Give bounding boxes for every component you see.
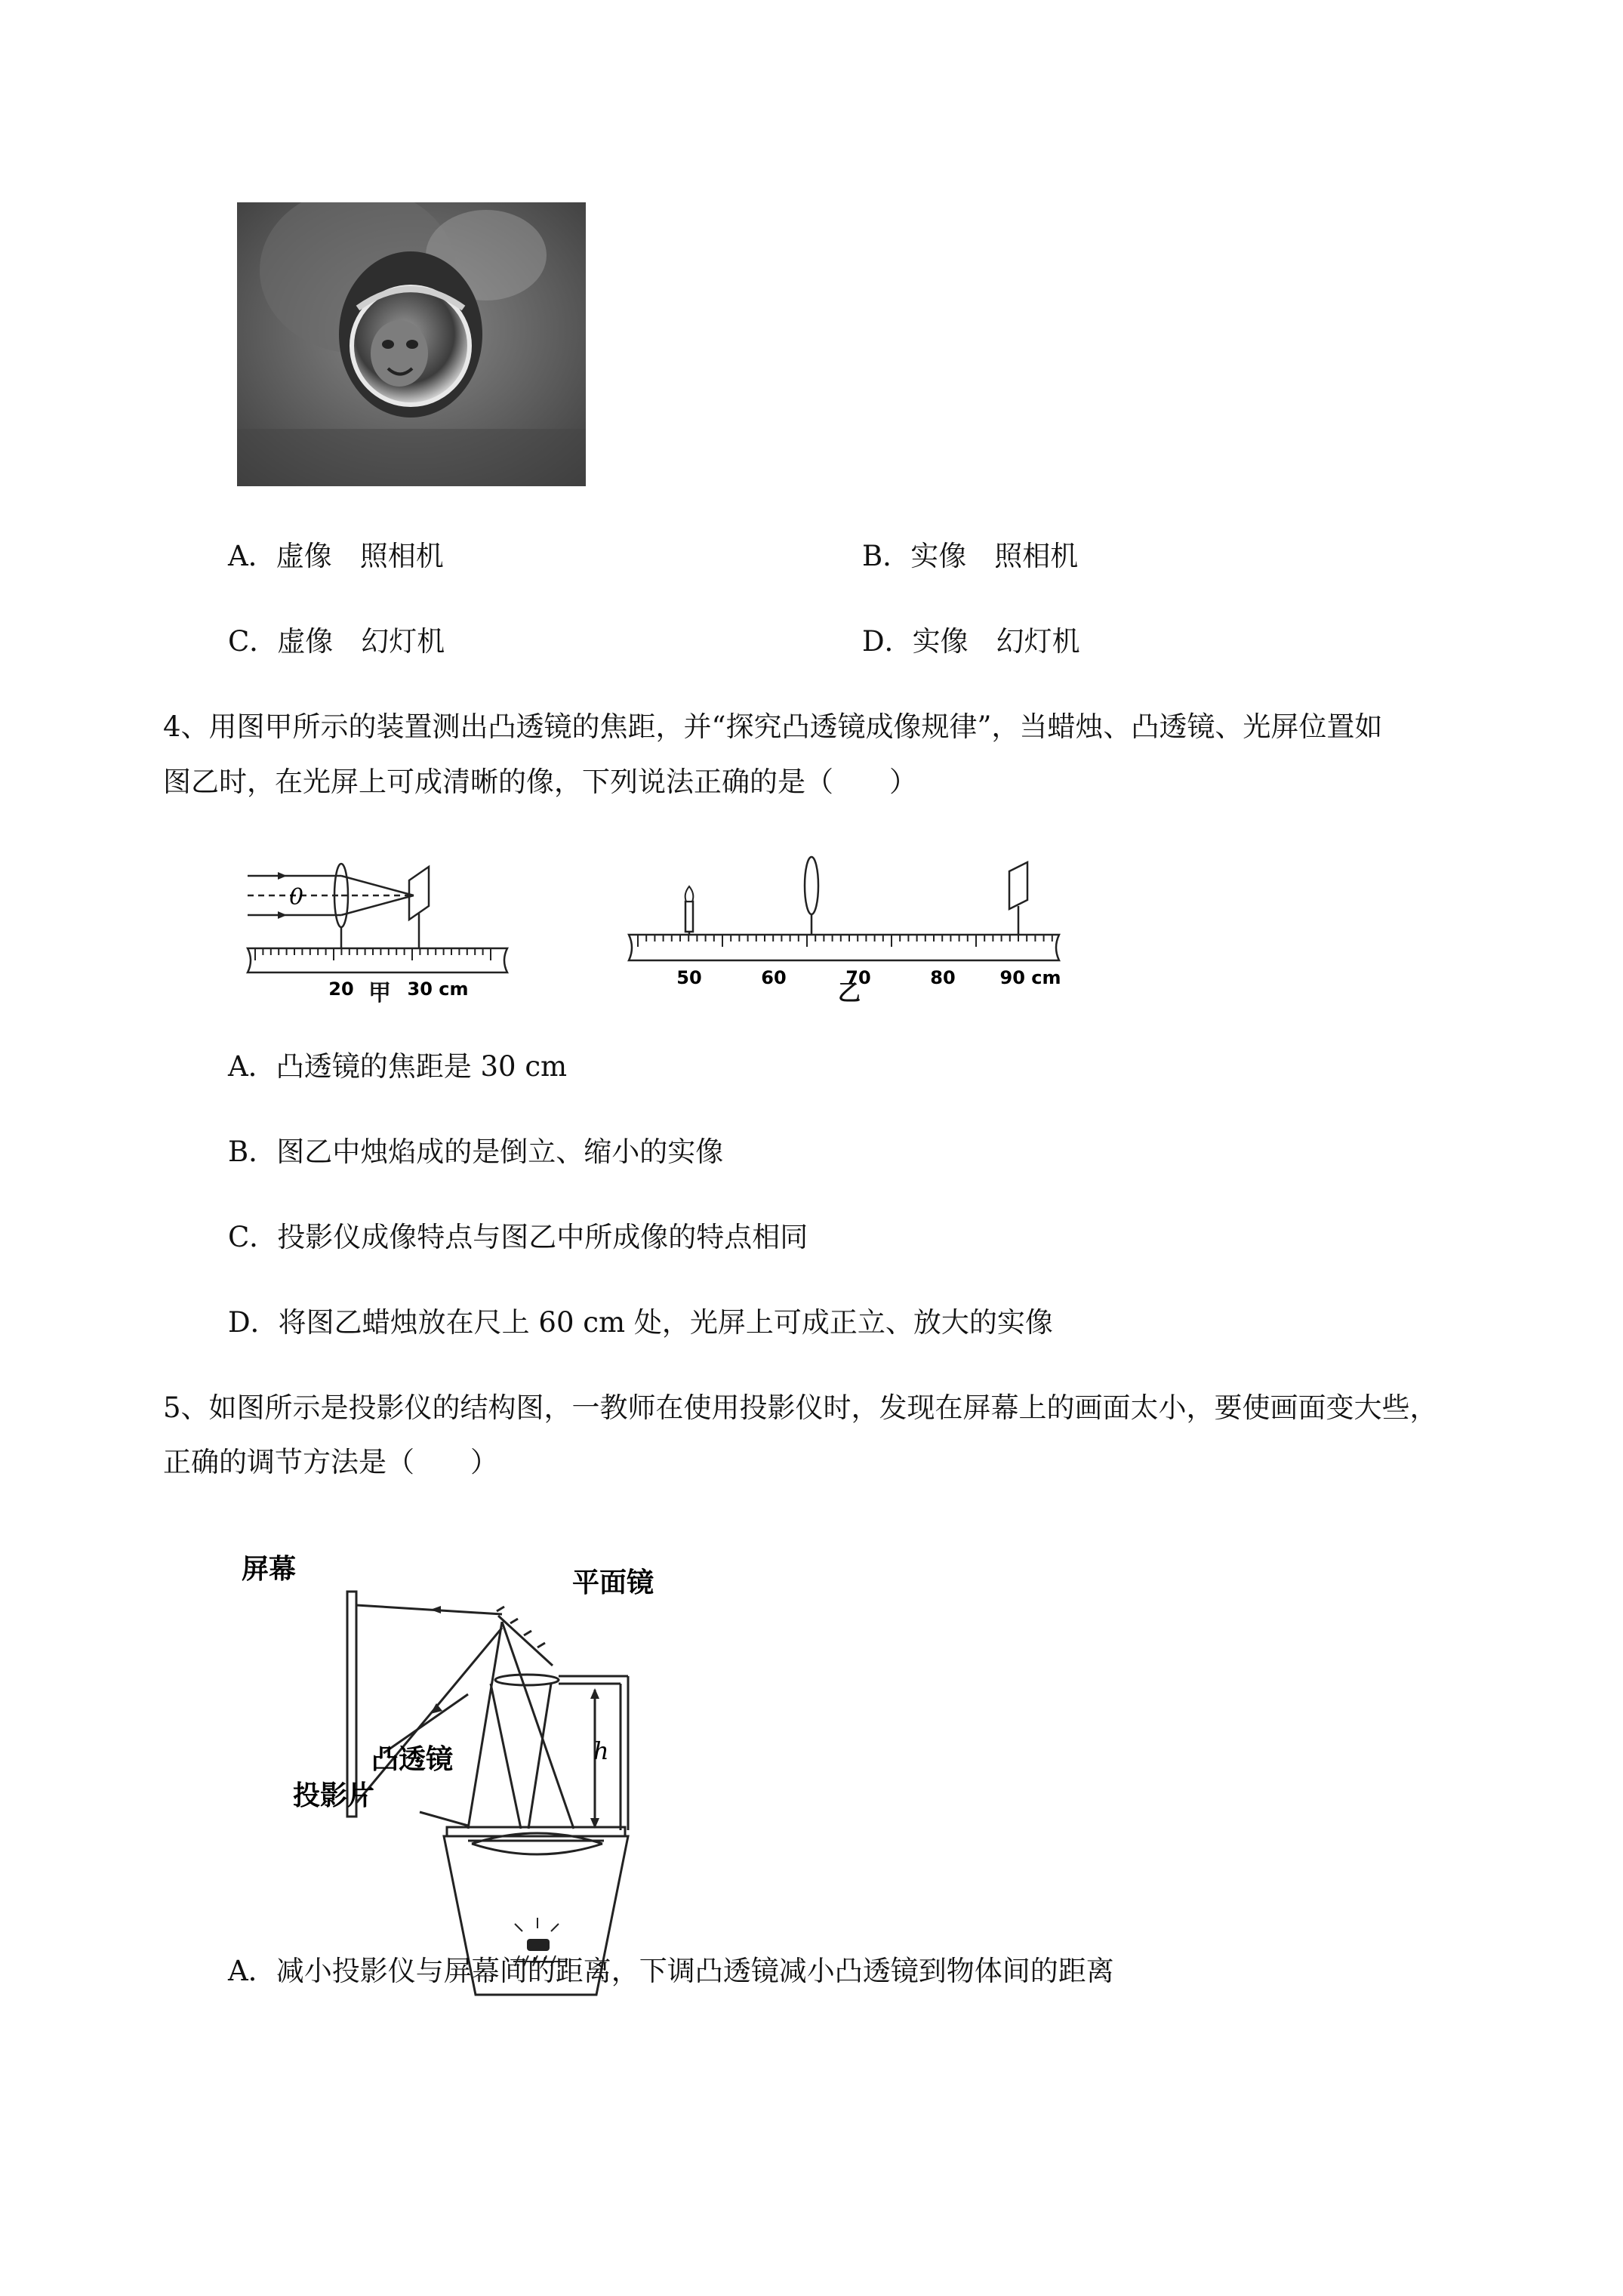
jia-tick-20: 20 [328, 978, 354, 1000]
q4-option-b: B．图乙中烛焰成的是倒立、缩小的实像 [228, 1136, 724, 1168]
label-plane-mirror: 平面镜 [572, 1567, 654, 1598]
jia-tick-30cm: 30 cm [407, 978, 469, 1000]
q5-option-a: A．减小投影仪与屏幕间的距离，下调凸透镜减小凸透镜到物体间的距离 [228, 1955, 1114, 1987]
q4-option-a: A．凸透镜的焦距是 30 cm [228, 1050, 568, 1083]
q4-stem-line2: 图乙时，在光屏上可成清晰的像，下列说法正确的是（ ） [163, 766, 917, 798]
label-convex-lens: 凸透镜 [371, 1744, 454, 1775]
q4-option-c: C．投影仪成像特点与图乙中所成像的特点相同 [228, 1221, 808, 1253]
photo-astronaut-water-ball [237, 202, 586, 486]
yi-tick-80: 80 [930, 967, 956, 988]
jia-caption: 甲 [368, 980, 391, 1006]
q3-option-d: D．实像 幻灯机 [862, 625, 1080, 658]
yi-tick-50: 50 [676, 967, 702, 988]
label-screen: 屏幕 [242, 1554, 297, 1585]
q5-stem-line2: 正确的调节方法是（ ） [163, 1446, 498, 1478]
label-height-h: h [593, 1737, 609, 1765]
q3-option-a: A．虚像 照相机 [228, 540, 444, 572]
yi-tick-70: 70 [845, 967, 871, 988]
label-slide: 投影片 [293, 1780, 375, 1811]
q3-option-c: C．虚像 幻灯机 [228, 625, 445, 658]
q3-option-b: B．实像 照相机 [862, 540, 1079, 572]
jia-angle-label: 0 [289, 884, 304, 911]
figure-projector-structure [242, 1533, 679, 2016]
q5-stem-line1: 5、如图所示是投影仪的结构图，一教师在使用投影仪时，发现在屏幕上的画面太小，要使画面变大些， [163, 1391, 1438, 1424]
q4-option-d: D．将图乙蜡烛放在尺上 60 cm 处，光屏上可成正立、放大的实像 [228, 1306, 1053, 1339]
yi-tick-60: 60 [761, 967, 787, 988]
yi-caption: 乙 [838, 980, 861, 1006]
yi-tick-90cm: 90 cm [999, 967, 1061, 988]
q4-stem-line1: 4、用图甲所示的装置测出凸透镜的焦距，并“探究凸透镜成像规律”，当蜡烛、凸透镜、光屏位置如 [163, 710, 1383, 743]
